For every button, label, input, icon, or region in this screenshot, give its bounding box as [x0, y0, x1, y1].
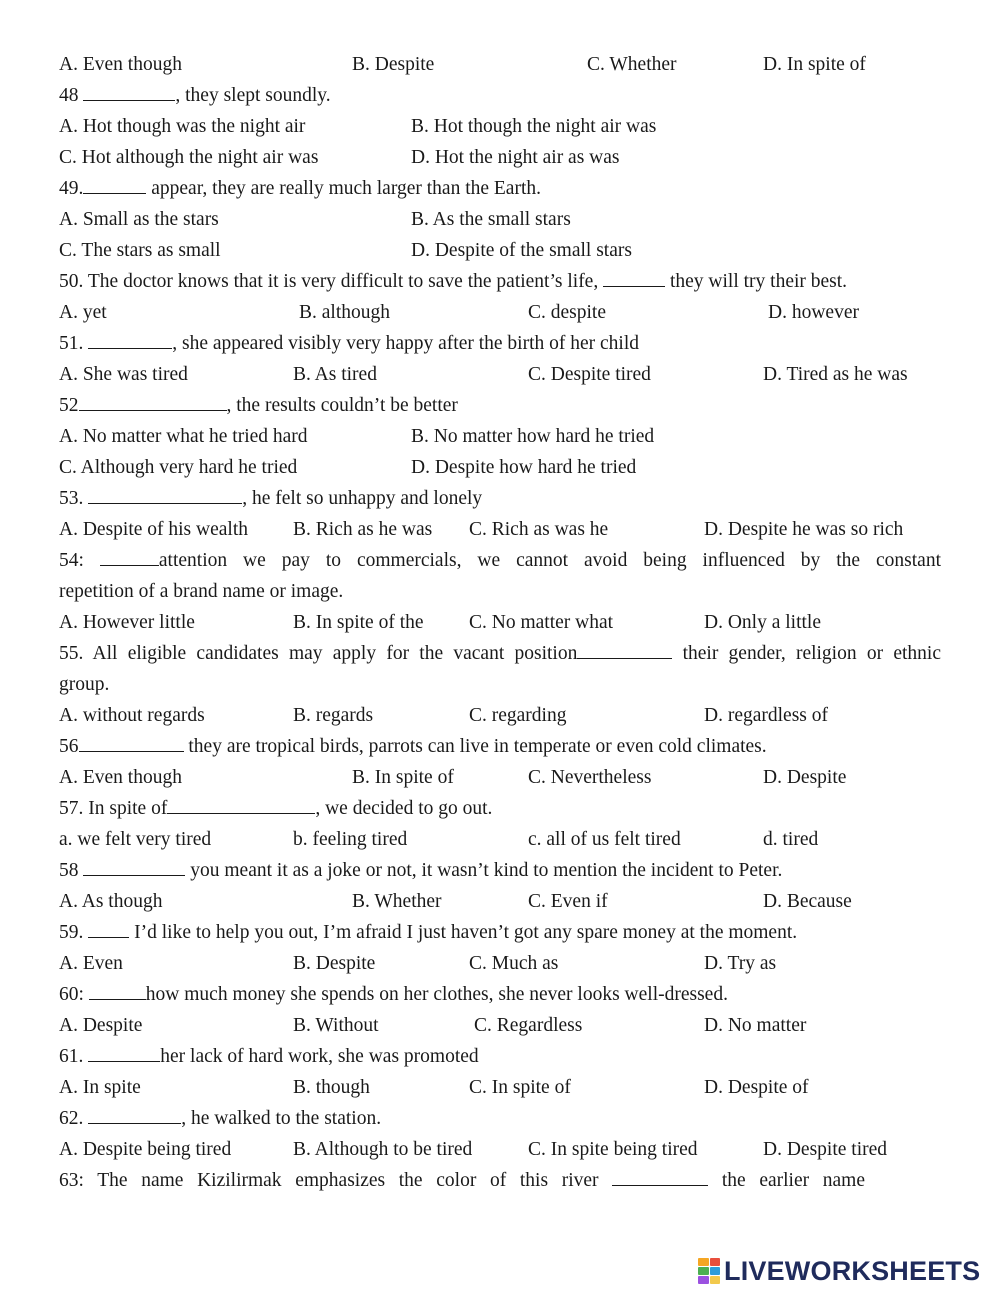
q60-text: how much money she spends on her clothes, she never looks well-dressed.: [145, 984, 728, 1005]
q51-option-a[interactable]: A. She was tired: [59, 364, 188, 385]
q62-option-d[interactable]: D. Despite tired: [763, 1139, 888, 1160]
q58-text: you meant it as a joke or not, it wasn’t kind to mention the incident to Peter.: [185, 860, 783, 881]
q55-option-d[interactable]: D. regardless of: [704, 705, 828, 726]
q53-stem: [59, 483, 941, 514]
q51-options: [59, 359, 941, 390]
q61-option-b[interactable]: B. though: [293, 1077, 370, 1098]
q55-options: [59, 700, 941, 731]
q53-text: , he felt so unhappy and lonely: [242, 488, 483, 509]
q49-option-c[interactable]: C. The stars as small: [59, 240, 221, 261]
q62-option-c[interactable]: C. In spite being tired: [528, 1139, 698, 1160]
q50-option-b[interactable]: B. although: [299, 302, 390, 323]
q54-answer-blank[interactable]: [100, 548, 159, 566]
q55-stem: [59, 638, 941, 669]
q59-text: I’d like to help you out, I’m afraid I just haven’t got any spare money at the moment.: [129, 922, 798, 943]
q59-options: [59, 948, 941, 979]
q51-option-b[interactable]: B. As tired: [293, 364, 377, 385]
q51-option-d[interactable]: D. Tired as he was: [763, 364, 908, 385]
q58-option-d[interactable]: D. Because: [763, 891, 852, 912]
q49-option-d[interactable]: D. Despite of the small stars: [411, 240, 632, 261]
q48-option-d[interactable]: D. Hot the night air as was: [411, 147, 620, 168]
q60-options: [59, 1010, 941, 1041]
q54-text-continued: repetition of a brand name or image.: [59, 581, 344, 602]
q52-option-c[interactable]: C. Although very hard he tried: [59, 457, 298, 478]
q55-option-b[interactable]: B. regards: [293, 705, 374, 726]
q58-answer-blank[interactable]: [83, 858, 185, 876]
q49-option-b[interactable]: B. As the small stars: [411, 209, 571, 230]
q55-option-c[interactable]: C. regarding: [469, 705, 567, 726]
q60-option-c[interactable]: C. Regardless: [474, 1015, 583, 1036]
q55-answer-blank[interactable]: [577, 641, 672, 659]
q49-options-row1: [59, 204, 941, 235]
q54-option-d[interactable]: D. Only a little: [704, 612, 821, 633]
q57-number: 57. In spite of: [59, 798, 168, 819]
q63-answer-blank[interactable]: [612, 1168, 708, 1186]
q52-text: , the results couldn’t be better: [226, 395, 458, 416]
q48-options-row1: [59, 111, 941, 142]
q60-answer-blank[interactable]: [89, 982, 146, 1000]
q47-options: [59, 49, 941, 80]
q60-option-b[interactable]: B. Without: [293, 1015, 379, 1036]
q62-number: 62.: [59, 1108, 84, 1129]
q61-answer-blank[interactable]: [88, 1044, 160, 1062]
q59-option-a[interactable]: A. Even: [59, 953, 123, 974]
q49-options-row2: [59, 235, 941, 266]
q48-option-a[interactable]: A. Hot though was the night air: [59, 116, 306, 137]
q49-option-a[interactable]: A. Small as the stars: [59, 209, 219, 230]
q61-option-d[interactable]: D. Despite of: [704, 1077, 809, 1098]
q62-option-a[interactable]: A. Despite being tired: [59, 1139, 232, 1160]
q53-option-c[interactable]: C. Rich as was he: [469, 519, 609, 540]
q54-option-c[interactable]: C. No matter what: [469, 612, 614, 633]
q49-number: 49.: [59, 178, 84, 199]
q59-answer-blank[interactable]: [88, 920, 129, 938]
q49-answer-blank[interactable]: [83, 176, 146, 194]
q61-stem: [59, 1041, 941, 1072]
q56-answer-blank[interactable]: [79, 734, 184, 752]
q51-number: 51.: [59, 333, 84, 354]
liveworksheets-logo-icon: [698, 1258, 720, 1284]
q53-option-a[interactable]: A. Despite of his wealth: [59, 519, 249, 540]
q62-stem: [59, 1103, 941, 1134]
q56-text: they are tropical birds, parrots can live in temperate or even cold climates.: [183, 736, 767, 757]
q55-option-a[interactable]: A. without regards: [59, 705, 205, 726]
q56-option-a[interactable]: A. Even though: [59, 767, 182, 788]
q56-option-c[interactable]: C. Nevertheless: [528, 767, 652, 788]
q53-answer-blank[interactable]: [88, 486, 242, 504]
q57-option-a[interactable]: a. we felt very tired: [59, 829, 212, 850]
q62-answer-blank[interactable]: [88, 1106, 181, 1124]
q61-option-a[interactable]: A. In spite: [59, 1077, 141, 1098]
q51-option-c[interactable]: C. Despite tired: [528, 364, 651, 385]
q50-options: [59, 297, 941, 328]
q52-stem: [59, 390, 941, 421]
q55-text-continued: group.: [59, 674, 110, 695]
q58-option-a[interactable]: A. As though: [59, 891, 163, 912]
q48-answer-blank[interactable]: [83, 83, 175, 101]
q57-option-c[interactable]: c. all of us felt tired: [528, 829, 681, 850]
q54-options: [59, 607, 941, 638]
q57-option-b[interactable]: b. feeling tired: [293, 829, 408, 850]
q56-number: 56: [59, 736, 79, 757]
q51-text: , she appeared visibly very happy after the birth of her child: [172, 333, 640, 354]
q49-text: appear, they are really much larger than the Earth.: [146, 178, 542, 199]
q55-stem-continued: [59, 669, 941, 700]
q48-options-row2: [59, 142, 941, 173]
q49-stem: [59, 173, 941, 204]
liveworksheets-logo: [698, 1254, 980, 1288]
q47-option-d[interactable]: D. In spite of: [763, 54, 866, 75]
q48-stem: [59, 80, 941, 111]
q59-option-b[interactable]: B. Despite: [293, 953, 376, 974]
q56-option-d[interactable]: D. Despite: [763, 767, 847, 788]
q61-text: her lack of hard work, she was promoted: [160, 1046, 479, 1067]
liveworksheets-logo-text: LIVEWORKSHEETS: [724, 1255, 981, 1286]
q53-number: 53.: [59, 488, 84, 509]
q62-option-b[interactable]: B. Although to be tired: [293, 1139, 473, 1160]
q53-option-b[interactable]: B. Rich as he was: [293, 519, 433, 540]
q59-stem: [59, 917, 941, 948]
q54-number: 54:: [59, 550, 84, 571]
q60-stem: [59, 979, 941, 1010]
q52-answer-blank[interactable]: [79, 393, 227, 411]
q47-option-b[interactable]: B. Despite: [352, 54, 435, 75]
q54-option-b[interactable]: B. In spite of the: [293, 612, 424, 633]
q57-options: [59, 824, 941, 855]
q62-text: , he walked to the station.: [181, 1108, 382, 1129]
q52-option-d[interactable]: D. Despite how hard he tried: [411, 457, 637, 478]
q50-option-d[interactable]: D. however: [768, 302, 859, 323]
q57-option-d[interactable]: d. tired: [763, 829, 819, 850]
q55-text-end: their gender, religion or ethnic: [672, 643, 941, 664]
q56-option-b[interactable]: B. In spite of: [352, 767, 454, 788]
q54-stem: [59, 545, 941, 576]
q60-option-a[interactable]: A. Despite: [59, 1015, 143, 1036]
q48-option-c[interactable]: C. Hot although the night air was: [59, 147, 319, 168]
q54-stem-continued: [59, 576, 941, 607]
q61-option-c[interactable]: C. In spite of: [469, 1077, 571, 1098]
q52-option-a[interactable]: A. No matter what he tried hard: [59, 426, 308, 447]
q59-option-d[interactable]: D. Try as: [704, 953, 777, 974]
q52-option-b[interactable]: B. No matter how hard he tried: [411, 426, 655, 447]
q57-stem: [59, 793, 941, 824]
q50-text-end: they will try their best.: [665, 271, 848, 292]
q62-options: [59, 1134, 941, 1165]
q50-text-start: 50. The doctor knows that it is very difficult to save the patient’s life,: [59, 271, 599, 292]
q55-text-start: 55. All eligible candidates may apply for the vacant position: [59, 643, 578, 664]
q54-text: attention we pay to commercials, we cannot avoid being influenced by the constant: [158, 550, 941, 571]
q47-option-a[interactable]: A. Even though: [59, 54, 182, 75]
q48-number: 48: [59, 85, 79, 106]
q58-number: 58: [59, 860, 79, 881]
q51-answer-blank[interactable]: [88, 331, 172, 349]
q59-number: 59.: [59, 922, 84, 943]
q57-text: , we decided to go out.: [315, 798, 493, 819]
q52-options-row2: [59, 452, 941, 483]
q58-option-b[interactable]: B. Whether: [352, 891, 442, 912]
q50-option-a[interactable]: A. yet: [59, 302, 107, 323]
q61-number: 61.: [59, 1046, 84, 1067]
q57-answer-blank[interactable]: [167, 796, 315, 814]
q56-stem: [59, 731, 941, 762]
q50-option-c[interactable]: C. despite: [528, 302, 606, 323]
q52-options-row1: [59, 421, 941, 452]
q50-answer-blank[interactable]: [603, 269, 665, 287]
q48-text: , they slept soundly.: [175, 85, 331, 106]
q54-option-a[interactable]: A. However little: [59, 612, 195, 633]
q47-option-c[interactable]: C. Whether: [587, 54, 677, 75]
q51-stem: [59, 328, 941, 359]
q60-option-d[interactable]: D. No matter: [704, 1015, 807, 1036]
q58-option-c[interactable]: C. Even if: [528, 891, 608, 912]
q63-stem: [59, 1165, 865, 1196]
q59-option-c[interactable]: C. Much as: [469, 953, 559, 974]
q56-options: [59, 762, 941, 793]
q53-options: [59, 514, 941, 545]
q61-options: [59, 1072, 941, 1103]
q48-option-b[interactable]: B. Hot though the night air was: [411, 116, 657, 137]
q63-text-start: 63: The name Kizilirmak emphasizes the color of this river: [59, 1170, 599, 1191]
q52-number: 52: [59, 395, 79, 416]
q60-number: 60:: [59, 984, 84, 1005]
q58-options: [59, 886, 941, 917]
q63-text-end: the earlier name: [708, 1170, 866, 1191]
q58-stem: [59, 855, 941, 886]
q53-option-d[interactable]: D. Despite he was so rich: [704, 519, 904, 540]
q50-stem: [59, 266, 941, 297]
